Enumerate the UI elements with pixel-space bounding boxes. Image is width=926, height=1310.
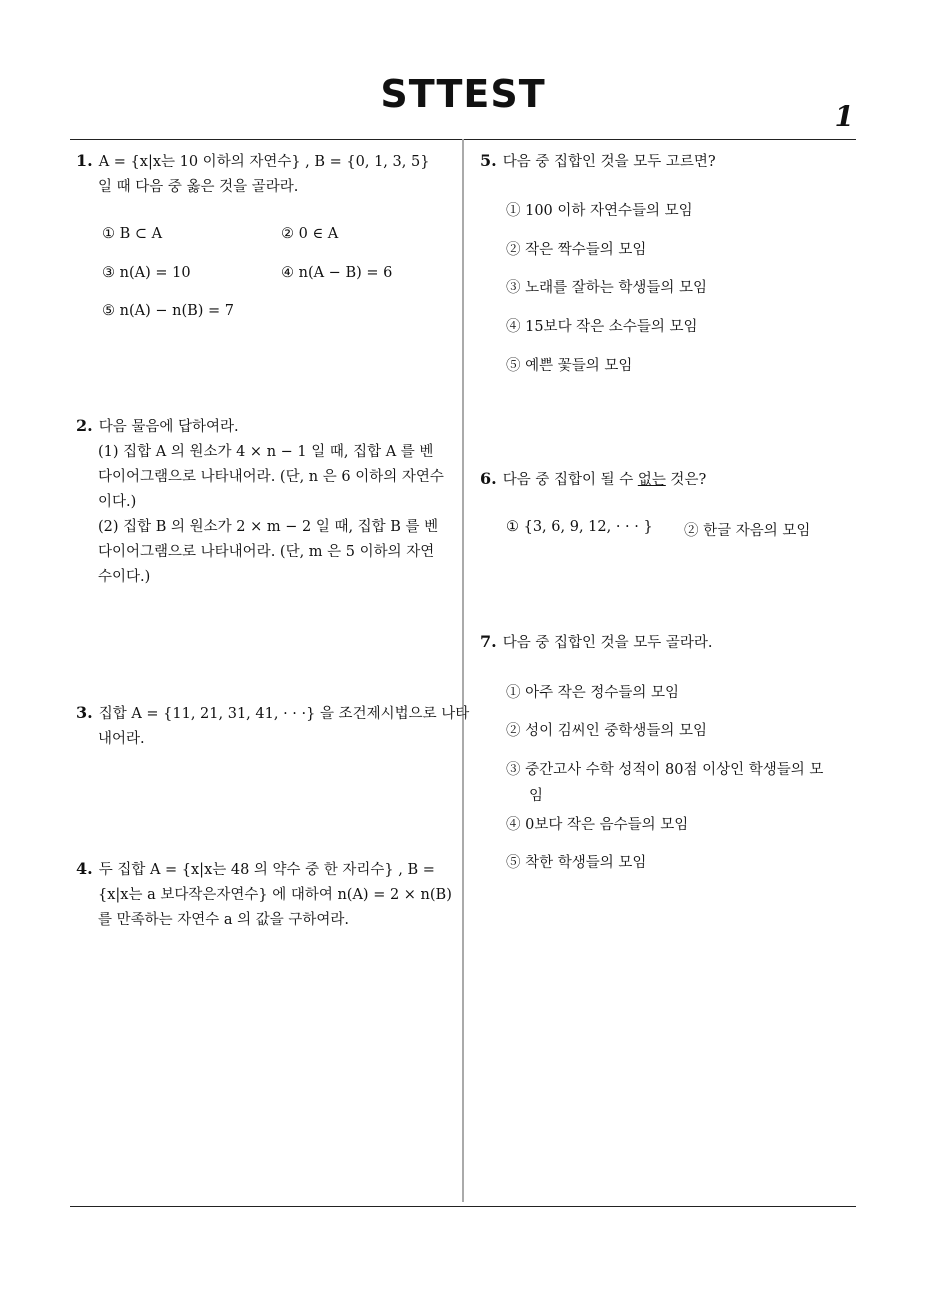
q1-option-4[interactable]: ④ n(A − B) = 6 (281, 265, 393, 281)
question-number: 5. (480, 151, 497, 170)
question-text: 두 집합 A = {x|x는 48 의 약수 중 한 자리수} , B = (98, 862, 435, 878)
bottom-rule (70, 1206, 856, 1207)
q1-option-5[interactable]: ⑤ n(A) − n(B) = 7 (102, 303, 235, 319)
question-text: (1) 집합 A 의 원소가 4 × n − 1 일 때, 집합 A 를 벤 (98, 444, 434, 460)
question-text: 다음 중 집합인 것을 모두 고르면? (502, 154, 716, 170)
question-text: 이다.) (98, 494, 137, 510)
question-text: (2) 집합 B 의 원소가 2 × m − 2 일 때, 집합 B 를 벤 (98, 519, 439, 535)
question-7 (480, 629, 860, 656)
question-text: 다음 중 집합인 것을 모두 골라라. (502, 635, 713, 651)
column-divider (462, 139, 464, 1202)
question-number: 2. (76, 416, 93, 435)
q7-option-3-wrap: 임 (529, 788, 544, 804)
question-number: 6. (480, 469, 497, 488)
q7-option-2[interactable]: ② 성이 김씨인 중학생들의 모임 (506, 723, 708, 739)
q5-option-1[interactable]: ① 100 이하 자연수들의 모임 (506, 203, 693, 219)
question-number: 7. (480, 632, 497, 651)
q6-option-2[interactable]: ② 한글 자음의 모임 (684, 523, 811, 539)
question-1 (76, 148, 458, 200)
question-text: 다음 중 집합이 될 수 (502, 472, 638, 488)
question-text: 것은? (665, 472, 707, 488)
question-text: 다음 물음에 답하여라. (98, 419, 239, 435)
question-number: 1. (76, 151, 93, 170)
page-number: 1 (834, 100, 854, 133)
question-3 (76, 700, 470, 752)
q5-option-4[interactable]: ④ 15보다 작은 소수들의 모임 (506, 319, 698, 335)
q1-option-1[interactable]: ① B ⊂ A (102, 226, 163, 242)
question-5 (480, 148, 860, 175)
question-text: 집합 A = {11, 21, 31, 41, · · ·} 을 조건제시법으로 나타 (98, 706, 470, 722)
q1-option-2[interactable]: ② 0 ∈ A (281, 226, 339, 242)
question-number: 3. (76, 703, 93, 722)
question-text: 를 만족하는 자연수 a 의 값을 구하여라. (98, 912, 350, 928)
q7-option-3[interactable]: ③ 중간고사 수학 성적이 80점 이상인 학생들의 모 (506, 762, 824, 778)
question-number: 4. (76, 859, 93, 878)
question-6 (480, 466, 860, 493)
emphasis-underline: 없는 (637, 472, 666, 488)
question-text: 일 때 다음 중 옳은 것을 골라라. (98, 179, 299, 195)
page-title: STTEST (380, 72, 546, 116)
question-4 (76, 856, 458, 933)
question-text: 내어라. (98, 731, 145, 747)
q7-option-1[interactable]: ① 아주 작은 정수들의 모임 (506, 685, 680, 701)
question-2 (76, 413, 458, 590)
q6-option-1[interactable]: ① {3, 6, 9, 12, · · · } (506, 519, 653, 535)
q7-option-4[interactable]: ④ 0보다 작은 음수들의 모임 (506, 817, 689, 833)
question-text: A = {x|x는 10 이하의 자연수} , B = {0, 1, 3, 5} (98, 154, 430, 170)
q5-option-3[interactable]: ③ 노래를 잘하는 학생들의 모임 (506, 280, 708, 296)
q5-option-5[interactable]: ⑤ 예쁜 꽃들의 모임 (506, 358, 633, 374)
q7-option-5[interactable]: ⑤ 착한 학생들의 모임 (506, 855, 647, 871)
question-text: 다이어그램으로 나타내어라. (단, m 은 5 이하의 자연 (98, 544, 435, 560)
q1-option-3[interactable]: ③ n(A) = 10 (102, 265, 191, 281)
question-text: 수이다.) (98, 569, 151, 585)
question-text: 다이어그램으로 나타내어라. (단, n 은 6 이하의 자연수 (98, 469, 444, 485)
q5-option-2[interactable]: ② 작은 짝수들의 모임 (506, 242, 647, 258)
question-text: {x|x는 a 보다작은자연수} 에 대하여 n(A) = 2 × n(B) (98, 887, 452, 903)
